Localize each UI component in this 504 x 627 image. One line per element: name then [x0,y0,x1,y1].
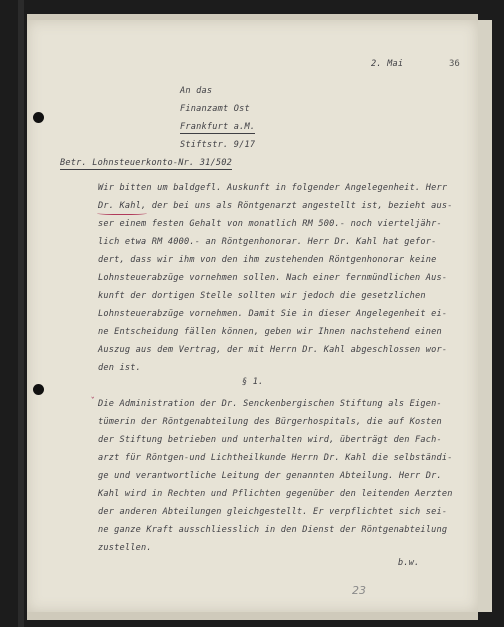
subject-line: Betr. Lohnsteuerkonto-Nr. 31/502 [60,158,232,168]
paragraph2-line: Die Administration der Dr. Senckenbergischen Stiftung als Eigen- [98,399,442,409]
address-line-2: Finanzamt Ost [180,104,250,114]
paragraph2-line: ge und verantwortliche Leitung der genannten Abteilung. Herr Dr. [98,471,442,481]
paragraph2-line: der anderen Abteilungen gleichgestellt. Er verpflichtet sich sei- [98,507,448,517]
paragraph2-line: der Stiftung betrieben und unterhalten wird, überträgt den Fach- [98,435,442,445]
address-line-1: An das [180,86,213,96]
paragraph1-line: ne Entscheidung fällen können, geben wir Ihnen nachstehend einen [98,327,442,337]
paragraph1-line: Lohnsteuerabzüge vornehmen sollen. Nach einer fernmündlichen Aus- [98,273,448,283]
margin-tick-mark: ˇ [90,397,96,407]
punch-hole-top [33,112,44,123]
address-line-4: Stiftstr. 9/17 [180,140,256,150]
letter-date: 2. Mai [371,59,404,69]
continuation-mark: b.w. [398,558,420,568]
paragraph1-line: den ist. [98,363,141,373]
paragraph1-line: kunft der dortigen Stelle sollten wir jedoch die gesetzlichen [98,291,426,301]
date-mark: 36 [449,59,460,69]
paragraph1-line: Auszug aus dem Vertrag, der mit Herrn Dr. Kahl abgeschlossen wor- [98,345,448,355]
paragraph1-line: Lohnsteuerabzüge vornehmen. Damit Sie in dieser Angelegenheit ei- [98,309,448,319]
paragraph2-line: tümerin der Röntgenabteilung des Bürgerhospitals, die auf Kosten [98,417,442,427]
paragraph2-line: arzt für Röntgen-und Lichtheilkunde Herrn Dr. Kahl die selbständi- [98,453,453,463]
folio-number: 23 [352,584,366,597]
address-line-3: Frankfurt a.M. [180,122,256,132]
paragraph1-line: ser einem festen Gehalt von monatlich RM 500.- noch vierteljähr- [98,219,442,229]
handwritten-underline [97,211,147,215]
paragraph2-line: ne ganze Kraft ausschliesslich in den Dienst der Röntgenabteilung [98,525,448,535]
paragraph2-line: zustellen. [98,543,152,553]
paragraph1-line: lich etwa RM 4000.- an Röntgenhonorar. Herr Dr. Kahl hat gefor- [98,237,437,247]
paragraph1-line: Wir bitten um baldgefl. Auskunft in folgender Angelegenheit. Herr [98,183,448,193]
section-heading: § 1. [242,377,264,387]
scanner-edge [18,0,24,627]
paragraph2-line: Kahl wird in Rechten und Pflichten gegenüber den leitenden Aerzten [98,489,453,499]
paragraph1-line: dert, dass wir ihm von den ihm zustehenden Röntgenhonorar keine [98,255,437,265]
paper-edge-right [478,20,492,612]
paper-edge-bottom [27,612,478,620]
punch-hole-bottom [33,384,44,395]
paragraph1-line: Dr. Kahl, der bei uns als Röntgenarzt angestellt ist, bezieht aus- [98,201,453,211]
